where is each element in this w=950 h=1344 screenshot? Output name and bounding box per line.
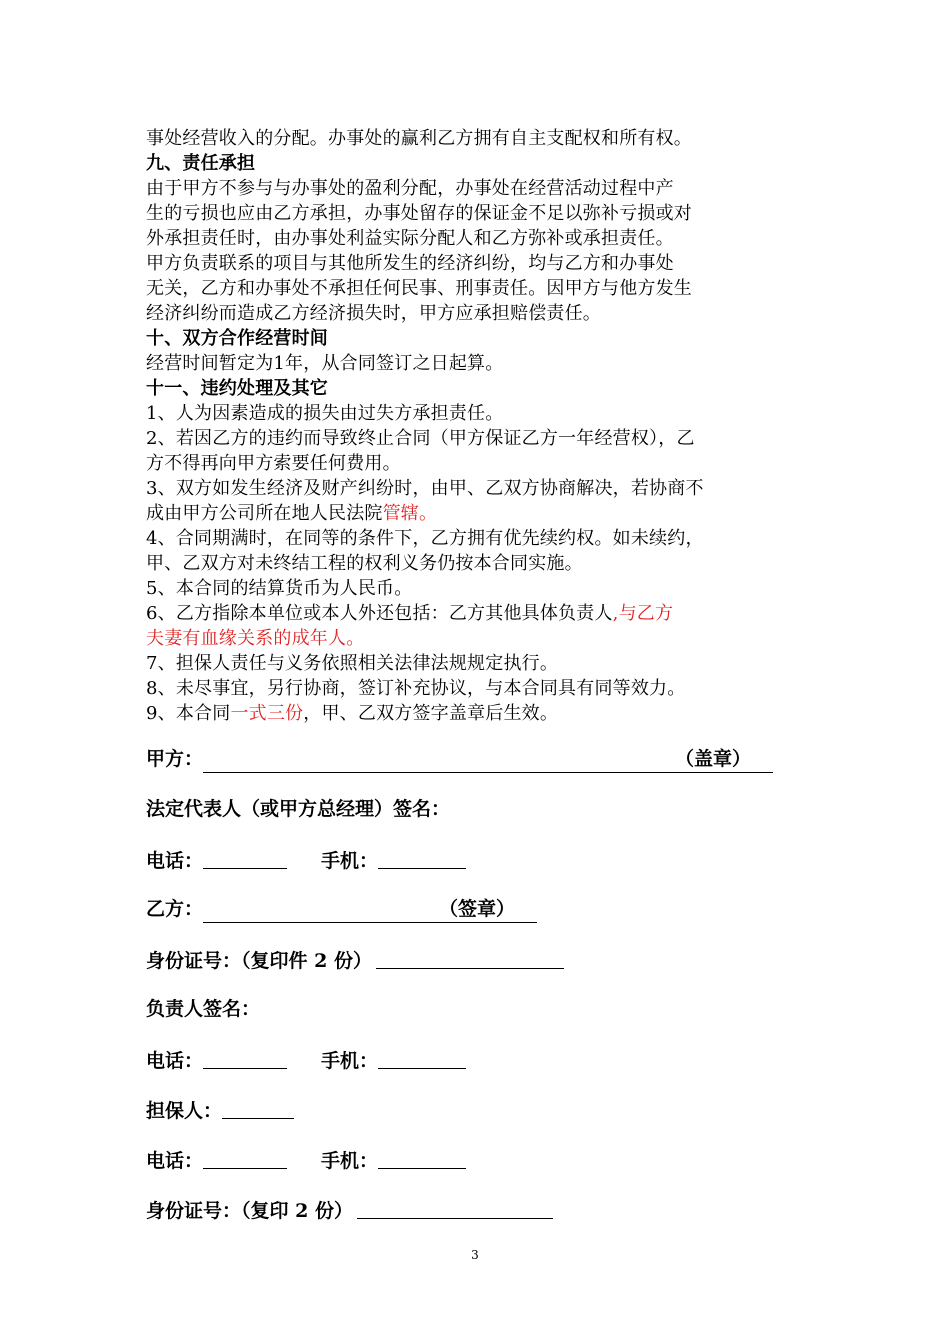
text-segment: 8、未尽事宜，另行协商，签订补充协议，与本合同具有同等效力。 — [146, 678, 686, 699]
responsible-label: 负责人签名： — [146, 998, 261, 1020]
guarantor-label: 担保人： — [146, 1100, 223, 1122]
text-line — [146, 301, 812, 326]
text-segment: 成由甲方公司所在地人民法院 — [146, 503, 383, 524]
text-segment: 经济纠纷而造成乙方经济损失时，甲方应承担赔偿责任。 — [146, 303, 601, 324]
text-segment: 2、若因乙方的违约而导致终止合同（甲方保证乙方一年经营权），乙 — [146, 428, 695, 449]
text-segment: 9、本合同 — [146, 703, 231, 724]
section-heading — [146, 151, 812, 176]
mobile-label: 手机： — [321, 1150, 379, 1172]
text-segment: 外承担责任时，由办事处利益实际分配人和乙方弥补或承担责任。 — [146, 228, 674, 249]
legal-rep-row — [146, 796, 846, 822]
mobile-label: 手机： — [321, 1050, 379, 1072]
party-a-seal: （盖章） — [675, 748, 752, 770]
contract-body — [146, 126, 812, 726]
party-a-phone-row — [146, 846, 846, 874]
text-line — [146, 451, 812, 476]
id-label-b: 身份证号：（复印件 2 份） — [146, 950, 372, 972]
mobile-field[interactable] — [378, 1048, 466, 1069]
text-segment: 6、乙方指除本单位或本人外还包括：乙方其他具体负责人 — [146, 603, 613, 624]
text-line — [146, 251, 812, 276]
phone-label: 电话： — [146, 1150, 204, 1172]
text-line — [146, 651, 812, 676]
phone-label: 电话： — [146, 1050, 204, 1072]
text-segment: 4、合同期满时，在同等的条件下，乙方拥有优先续约权。如未续约， — [146, 528, 704, 549]
text-segment: ，甲、乙双方签字盖章后生效。 — [303, 703, 559, 724]
id-field-b[interactable] — [376, 948, 564, 969]
text-line — [146, 501, 812, 526]
legal-rep-label: 法定代表人（或甲方总经理）签名： — [146, 798, 451, 820]
text-line — [146, 226, 812, 251]
text-segment: 甲、乙双方对未终结工程的权利义务仍按本合同实施。 — [146, 553, 583, 574]
id-field-g[interactable] — [357, 1198, 553, 1219]
text-segment: 7、担保人责任与义务依照相关法律法规规定执行。 — [146, 653, 559, 674]
party-b-line[interactable] — [203, 896, 537, 923]
text-line — [146, 276, 812, 301]
text-line — [146, 626, 812, 651]
text-segment: 甲方负责联系的项目与其他所发生的经济纠纷，均与乙方和办事处 — [146, 253, 674, 274]
mobile-label: 手机： — [321, 850, 379, 872]
phone-field[interactable] — [203, 848, 287, 869]
phone-field[interactable] — [203, 1048, 287, 1069]
highlighted-text: 一式三份 — [230, 703, 304, 724]
guarantor-row — [146, 1096, 846, 1124]
id-label-g: 身份证号：（复印 2 份） — [146, 1200, 353, 1222]
text-segment: 十、双方合作经营时间 — [146, 328, 328, 349]
guarantor-id-row — [146, 1196, 846, 1224]
text-segment: 1、人为因素造成的损失由过失方承担责任。 — [146, 403, 504, 424]
text-line — [146, 701, 812, 726]
text-line — [146, 351, 812, 376]
highlighted-text: 管辖。 — [382, 503, 438, 524]
phone-label: 电话： — [146, 850, 204, 872]
party-b-phone-row — [146, 1046, 846, 1074]
text-line — [146, 401, 812, 426]
party-a-line[interactable] — [203, 746, 773, 773]
guarantor-phone-row — [146, 1146, 846, 1174]
text-line — [146, 526, 812, 551]
text-segment: 十一、违约处理及其它 — [146, 378, 328, 399]
text-segment: 九、责任承担 — [146, 153, 256, 174]
text-segment: 方不得再向甲方索要任何费用。 — [146, 453, 401, 474]
page-number: 3 — [471, 1248, 479, 1262]
text-segment: 由于甲方不参与与办事处的盈利分配，办事处在经营活动过程中产 — [146, 178, 674, 199]
mobile-field[interactable] — [378, 1148, 466, 1169]
text-segment: 5、本合同的结算货币为人民币。 — [146, 578, 413, 599]
party-b-row — [146, 896, 846, 923]
text-line — [146, 601, 812, 626]
highlighted-text: 夫妻有血缘关系的成年人。 — [146, 628, 365, 649]
text-line — [146, 126, 812, 151]
text-segment: 无关，乙方和办事处不承担任何民事、刑事责任。因甲方与他方发生 — [146, 278, 692, 299]
party-a-row — [146, 746, 846, 773]
phone-field[interactable] — [203, 1148, 287, 1169]
responsible-row — [146, 996, 846, 1022]
party-b-id-row — [146, 946, 846, 974]
guarantor-field[interactable] — [222, 1098, 294, 1119]
section-heading — [146, 376, 812, 401]
party-a-label: 甲方： — [146, 748, 204, 770]
text-segment: 事处经营收入的分配。办事处的赢利乙方拥有自主支配权和所有权。 — [146, 128, 692, 149]
text-segment: 经营时间暂定为1年，从合同签订之日起算。 — [146, 353, 504, 374]
section-heading — [146, 326, 812, 351]
text-line — [146, 476, 812, 501]
text-line — [146, 176, 812, 201]
text-line — [146, 676, 812, 701]
text-segment: 生的亏损也应由乙方承担，办事处留存的保证金不足以弥补亏损或对 — [146, 203, 692, 224]
highlighted-text: ,与乙方 — [612, 603, 674, 624]
text-line — [146, 201, 812, 226]
mobile-field[interactable] — [378, 848, 466, 869]
text-segment: 3、双方如发生经济及财产纠纷时，由甲、乙双方协商解决，若协商不 — [146, 478, 704, 499]
text-line — [146, 551, 812, 576]
party-b-label: 乙方： — [146, 898, 204, 920]
text-line — [146, 426, 812, 451]
party-b-seal: （签章） — [439, 898, 516, 920]
text-line — [146, 576, 812, 601]
